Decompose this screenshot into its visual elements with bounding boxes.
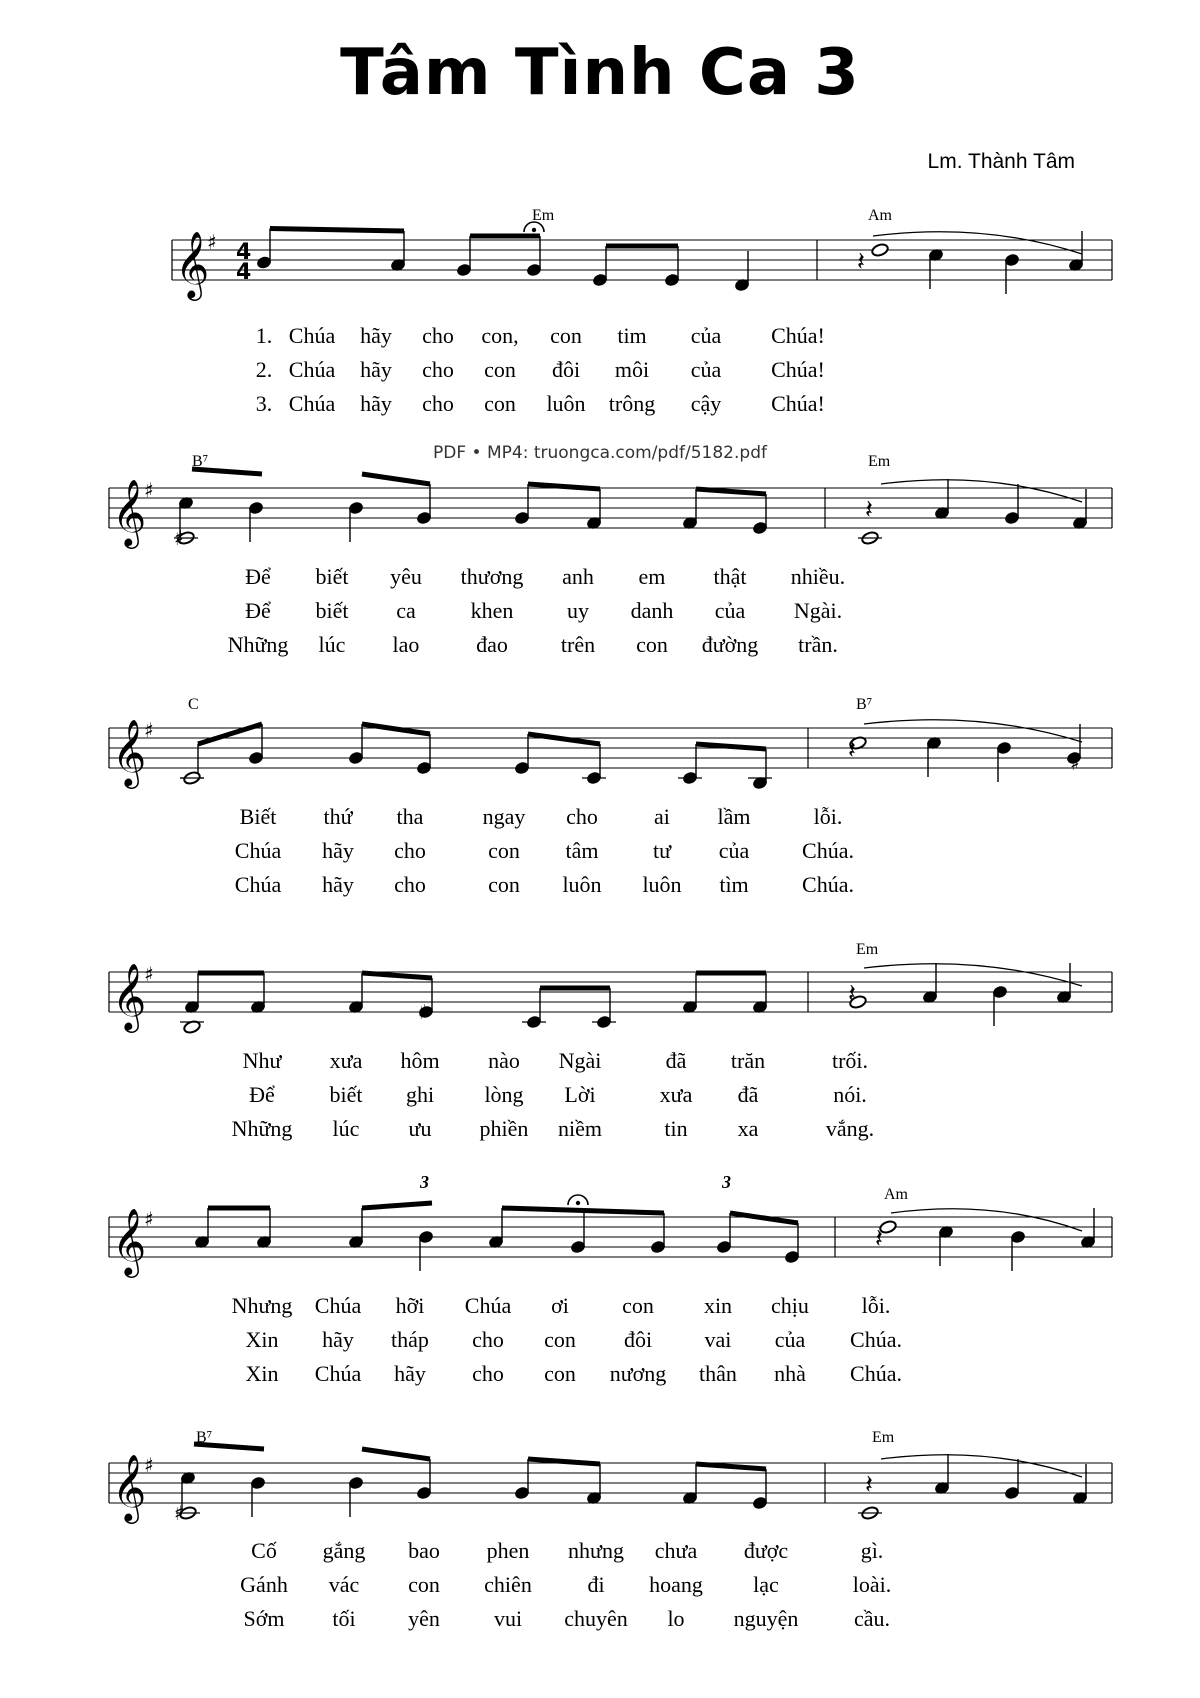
chord-symbol: Am: [868, 207, 892, 224]
lyric-syllable: thân: [699, 1361, 737, 1386]
lyric-syllable: xin: [703, 1293, 733, 1318]
lyric-syllable: cho: [422, 357, 454, 382]
lyric-syllable: trăn: [730, 1048, 766, 1073]
chord-symbol: C: [188, 696, 199, 713]
lyric-syllable: hôm: [400, 1048, 440, 1073]
lyric-syllable: bao: [408, 1538, 440, 1563]
chord-symbol: Am: [884, 1186, 908, 1203]
lyric-syllable: luôn: [562, 872, 602, 897]
tuplet-number: 3: [722, 1172, 731, 1192]
lyric-syllable: của: [718, 838, 750, 863]
lyric-syllable: cho: [394, 872, 426, 897]
lyric-syllable: phiền: [479, 1116, 529, 1141]
lyric-syllable: hãy: [322, 872, 354, 897]
lyric-syllable: vác: [328, 1572, 360, 1597]
lyric-syllable: biết: [329, 1082, 363, 1107]
lyric-syllable: con: [622, 1293, 654, 1318]
lyric-syllable: lúc: [332, 1116, 360, 1141]
treble-clef: 𝄞: [112, 962, 147, 1030]
lyric-syllable: Những: [231, 1116, 293, 1141]
lyric-syllable: hãy: [360, 391, 392, 416]
lyric-syllable: tâm: [565, 838, 599, 863]
lyric-syllable: Như: [242, 1048, 282, 1073]
lyric-syllable: xưa: [329, 1048, 363, 1073]
lyric-syllable: xa: [737, 1116, 759, 1141]
beam: [270, 229, 404, 232]
chord-symbol: Em: [856, 941, 879, 958]
beam: [362, 474, 430, 484]
lyric-syllable: hãy: [322, 838, 354, 863]
lyric-syllable: hãy: [360, 323, 392, 348]
fermata-dot: [532, 228, 536, 232]
lyric-syllable: thương: [460, 564, 524, 589]
lyric-syllable: Chúa: [234, 872, 282, 897]
lyric-syllable: Xin: [245, 1361, 279, 1386]
lyric-syllable: tin: [664, 1116, 688, 1141]
sharp-accidental: ♯: [418, 1000, 428, 1024]
lyric-syllable: vai: [704, 1327, 732, 1352]
lyric-syllable: hoang: [649, 1572, 703, 1597]
treble-clef: 𝄞: [112, 1453, 147, 1521]
lyric-syllable: đao: [476, 632, 508, 657]
lyric-syllable: nhà: [774, 1361, 806, 1386]
lyric-syllable: cho: [422, 323, 454, 348]
chord-symbol: B⁷: [192, 453, 209, 470]
lyric-syllable: luôn: [642, 872, 682, 897]
lyric-syllable: phen: [486, 1538, 530, 1563]
chord-symbol: Em: [868, 453, 891, 470]
lyric-syllable: được: [743, 1538, 789, 1563]
lyric-syllable: 2.: [255, 357, 273, 382]
lyric-syllable: chịu: [771, 1293, 809, 1318]
lyric-syllable: trần.: [798, 632, 838, 657]
lyric-syllable: con: [484, 391, 516, 416]
lyric-syllable: tháp: [391, 1327, 429, 1352]
lyric-syllable: ơi: [551, 1293, 569, 1318]
lyric-syllable: trông: [608, 391, 656, 416]
lyric-syllable: Để: [245, 598, 271, 623]
key-signature-sharp: ♯: [144, 718, 154, 742]
lyric-syllable: gắng: [322, 1538, 366, 1563]
sharp-accidental: ♯: [174, 526, 184, 550]
lyric-syllable: hỡi: [395, 1293, 425, 1318]
lyric-syllable: tối: [332, 1606, 356, 1631]
treble-clef: 𝄞: [112, 478, 147, 546]
lyric-syllable: nào: [488, 1048, 520, 1073]
lyric-syllable: em: [638, 564, 666, 589]
lyric-syllable: nhưng: [568, 1538, 624, 1563]
lyric-syllable: ai: [654, 804, 670, 829]
lyric-syllable: con: [636, 632, 668, 657]
lyric-syllable: Những: [227, 632, 289, 657]
lyric-syllable: Chúa!: [771, 323, 825, 348]
beam: [362, 724, 430, 734]
lyric-syllable: Chúa.: [802, 838, 854, 863]
slur: [881, 480, 1082, 502]
lyric-syllable: anh: [562, 564, 594, 589]
lyric-syllable: biết: [315, 564, 349, 589]
lyric-syllable: trối.: [831, 1048, 869, 1073]
key-signature-sharp: ♯: [144, 478, 154, 502]
treble-clef: 𝄞: [175, 230, 210, 298]
lyric-syllable: đôi: [551, 357, 581, 382]
lyric-syllable: lầm: [717, 804, 751, 829]
lyric-syllable: tim: [617, 323, 647, 348]
lyric-syllable: chiên: [484, 1572, 532, 1597]
lyric-syllable: 1.: [255, 323, 273, 348]
key-signature-sharp: ♯: [144, 962, 154, 986]
lyric-syllable: biết: [315, 598, 349, 623]
lyric-syllable: nhiều.: [790, 564, 846, 589]
lyric-syllable: Chúa!: [771, 357, 825, 382]
lyric-syllable: con: [488, 872, 520, 897]
lyric-syllable: hãy: [394, 1361, 426, 1386]
lyric-syllable: niềm: [558, 1116, 602, 1141]
tuplet-number: 3: [420, 1172, 429, 1192]
lyric-syllable: hãy: [360, 357, 392, 382]
lyric-syllable: ưu: [408, 1116, 432, 1141]
lyric-syllable: nương: [609, 1361, 667, 1386]
lyric-syllable: cho: [566, 804, 598, 829]
lyric-syllable: Chúa: [288, 357, 336, 382]
source-link[interactable]: PDF • MP4: truongca.com/pdf/5182.pdf: [433, 443, 767, 463]
chord-symbol: B⁷: [196, 1429, 213, 1446]
lyric-syllable: con: [488, 838, 520, 863]
lyric-syllable: yêu: [390, 564, 422, 589]
lyric-syllable: Chúa.: [802, 872, 854, 897]
key-signature-sharp: ♯: [144, 1207, 154, 1231]
lyric-syllable: lỗi.: [861, 1293, 891, 1318]
lyric-syllable: lòng: [484, 1082, 524, 1107]
treble-clef: 𝄞: [112, 1207, 147, 1275]
lyric-syllable: tư: [652, 838, 672, 863]
lyric-syllable: Lời: [564, 1082, 596, 1107]
lyric-syllable: cầu.: [853, 1606, 891, 1631]
lyric-syllable: đã: [665, 1048, 687, 1073]
beam: [362, 1449, 430, 1459]
lyric-syllable: ngay: [482, 804, 526, 829]
lyric-syllable: Chúa: [234, 838, 282, 863]
beam: [198, 724, 262, 744]
quarter-rest: 𝄽: [848, 979, 856, 1009]
lyric-syllable: con,: [481, 323, 519, 348]
lyric-syllable: cho: [472, 1327, 504, 1352]
lyric-syllable: đường: [701, 632, 759, 657]
lyric-syllable: con: [408, 1572, 440, 1597]
lyric-syllable: cho: [472, 1361, 504, 1386]
lyric-syllable: xưa: [659, 1082, 693, 1107]
lyric-syllable: đi: [587, 1572, 605, 1597]
lyric-syllable: nói.: [833, 1082, 867, 1107]
note-head: [871, 243, 889, 258]
lyric-syllable: Sớm: [243, 1606, 285, 1631]
lyric-syllable: tha: [396, 804, 424, 829]
lyric-syllable: Chúa: [314, 1361, 362, 1386]
beam: [696, 489, 766, 494]
sharp-accidental: ♯: [174, 1501, 184, 1525]
lyric-syllable: khen: [470, 598, 514, 623]
lyric-syllable: uy: [567, 598, 589, 623]
lyric-syllable: của: [690, 357, 722, 382]
treble-clef: 𝄞: [112, 718, 147, 786]
beam: [362, 1203, 432, 1208]
lyric-syllable: nguyện: [733, 1606, 799, 1631]
lyric-syllable: yên: [408, 1606, 440, 1631]
beam: [528, 734, 600, 744]
lyric-syllable: lỗi.: [813, 804, 843, 829]
lyric-syllable: con: [544, 1361, 576, 1386]
lyric-syllable: Ngài: [558, 1048, 602, 1073]
quarter-rest: 𝄽: [857, 247, 865, 277]
lyric-syllable: Để: [249, 1082, 275, 1107]
slur: [864, 720, 1082, 742]
lyric-syllable: cậy: [690, 391, 722, 416]
slur: [891, 1209, 1082, 1231]
slur: [864, 964, 1082, 986]
key-signature-sharp: ♯: [207, 230, 217, 254]
lyric-syllable: lạc: [753, 1572, 779, 1597]
lyric-syllable: Cố: [251, 1538, 277, 1563]
slur: [873, 232, 1082, 254]
lyric-syllable: vui: [493, 1606, 523, 1631]
lyric-syllable: danh: [630, 598, 674, 623]
quarter-rest: 𝄽: [848, 735, 856, 765]
lyric-syllable: 3.: [255, 391, 273, 416]
quarter-rest: 𝄽: [865, 495, 873, 525]
lyric-syllable: Chúa: [288, 391, 336, 416]
lyric-syllable: ca: [396, 598, 416, 623]
beam: [362, 973, 432, 978]
lyric-syllable: gì.: [860, 1538, 884, 1563]
key-signature-sharp: ♯: [144, 1453, 154, 1477]
lyric-syllable: lúc: [318, 632, 346, 657]
quarter-rest: 𝄽: [865, 1470, 873, 1500]
lyric-syllable: con: [550, 323, 582, 348]
lyric-syllable: Chúa: [288, 323, 336, 348]
slur: [881, 1455, 1082, 1477]
lyric-syllable: vắng.: [825, 1116, 875, 1141]
time-signature-top: 4: [236, 240, 252, 265]
lyric-syllable: lo: [667, 1606, 685, 1631]
lyric-syllable: Ngài.: [793, 598, 843, 623]
composer-credit: Lm. Thành Tâm: [927, 150, 1075, 173]
lyric-syllable: tìm: [719, 872, 749, 897]
chord-symbol: Em: [532, 207, 555, 224]
lyric-syllable: luôn: [546, 391, 586, 416]
chord-symbol: B⁷: [856, 696, 873, 713]
lyric-syllable: Nhưng: [231, 1293, 293, 1318]
lyric-syllable: Để: [245, 564, 271, 589]
lyric-syllable: cho: [422, 391, 454, 416]
beam: [502, 1208, 664, 1213]
beam: [696, 1464, 766, 1469]
lyric-syllable: Biết: [239, 804, 277, 829]
lyric-syllable: con: [544, 1327, 576, 1352]
lyric-syllable: của: [774, 1327, 806, 1352]
lyric-syllable: trên: [560, 632, 596, 657]
lyric-syllable: của: [690, 323, 722, 348]
lyric-syllable: Chúa: [314, 1293, 362, 1318]
lyric-syllable: Gánh: [240, 1572, 288, 1597]
lyric-syllable: ghi: [405, 1082, 435, 1107]
lyric-syllable: chưa: [654, 1538, 698, 1563]
lyric-syllable: loài.: [852, 1572, 892, 1597]
lyric-syllable: thứ: [323, 804, 353, 829]
chord-symbol: Em: [872, 1429, 895, 1446]
song-title: Tâm Tình Ca 3: [340, 36, 860, 110]
lyric-syllable: thật: [713, 564, 747, 589]
lyric-syllable: Chúa.: [850, 1361, 902, 1386]
lyric-syllable: Chúa: [464, 1293, 512, 1318]
lyric-syllable: Chúa.: [850, 1327, 902, 1352]
lyric-syllable: của: [714, 598, 746, 623]
lyric-syllable: con: [484, 357, 516, 382]
fermata-dot: [576, 1201, 580, 1205]
quarter-rest: 𝄽: [875, 1224, 883, 1254]
lyric-syllable: lao: [392, 632, 420, 657]
lyric-syllable: Chúa!: [771, 391, 825, 416]
lyric-syllable: chuyên: [564, 1606, 628, 1631]
lyric-syllable: cho: [394, 838, 426, 863]
lyric-syllable: Xin: [245, 1327, 279, 1352]
lyric-syllable: đôi: [623, 1327, 653, 1352]
time-signature-bottom: 4: [236, 260, 252, 285]
sharp-accidental: ♯: [1070, 751, 1080, 775]
lyric-syllable: hãy: [322, 1327, 354, 1352]
beam: [730, 1213, 798, 1223]
lyric-syllable: môi: [614, 357, 650, 382]
lyric-syllable: đã: [737, 1082, 759, 1107]
